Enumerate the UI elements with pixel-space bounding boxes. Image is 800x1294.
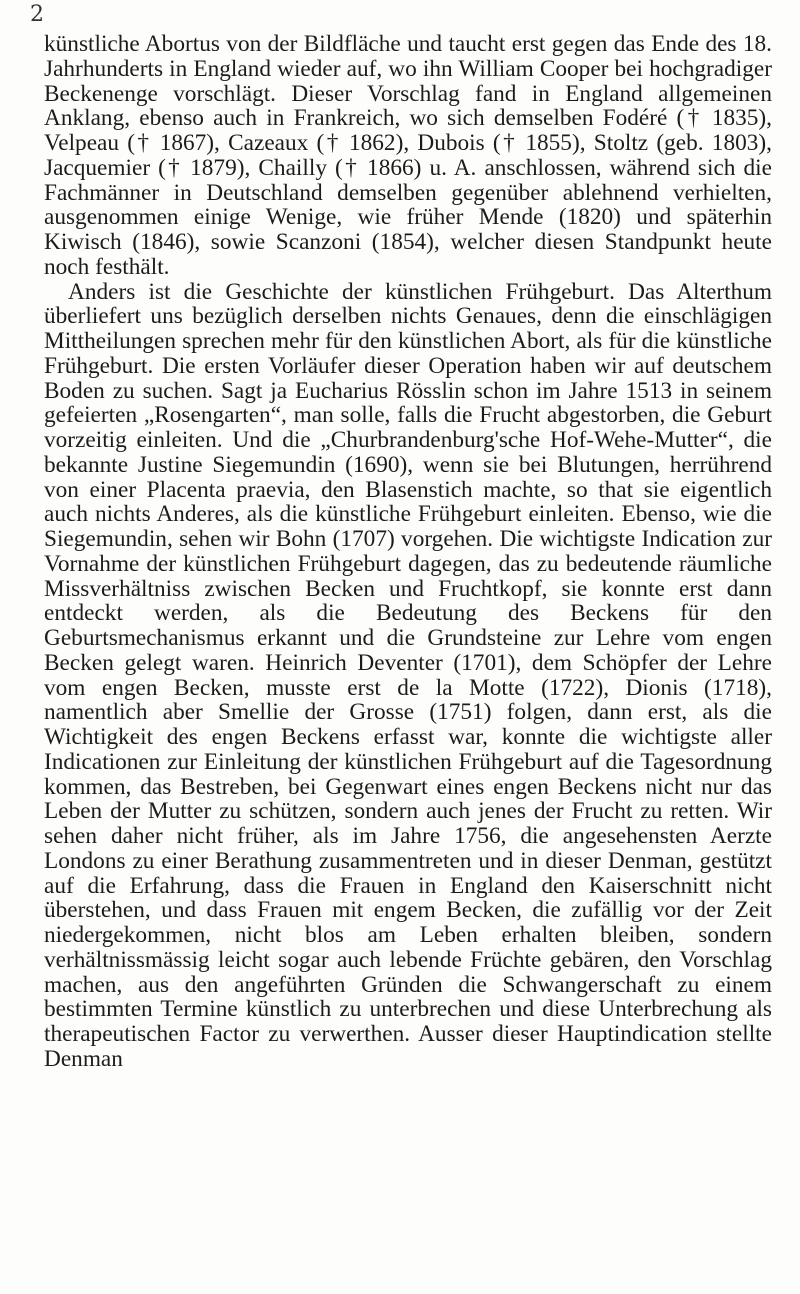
paragraph: Anders ist die Geschichte der künstlichen Frühgeburt. Das Alterthum überliefert uns bezüglich derselben nichts Genaues, denn die einschlägigen Mittheilungen sprechen mehr für den künstlichen Abort, als für die künstliche Frühgeburt. Die ersten Vorläufer dieser Operation haben wir auf deutschem Boden zu suchen. Sagt ja Eucharius Rösslin schon im Jahre 1513 in seinem gefeierten „Rosengarten“, man solle, falls die Frucht abgestorben, die Geburt vorzeitig einleiten. Und die „Churbrandenburg'sche Hof-Wehe-Mutter“, die bekannte Justine Siegemundin (1690), wenn sie bei Blutungen, herrührend von einer Placenta praevia, den Blasenstich machte, so that sie eigentlich auch nichts Anderes, als die künstliche Frühgeburt einleiten. Ebenso, wie die Siegemundin, sehen wir Bohn (1707) vorgehen. Die wichtigste Indication zur Vornahme der künstlichen Frühgeburt dagegen, das zu bedeutende räumliche Missverhältniss zwischen Becken und Fruchtkopf, sie konnte erst dann entdeckt werden, als die Bedeutung des Beckens für den Geburtsmechanismus erkannt und die Grundsteine zur Lehre vom engen Becken gelegt waren. Heinrich Deventer (1701), dem Schöpfer der Lehre vom engen Becken, musste erst de la Motte (1722), Dionis (1718), namentlich aber Smellie der Grosse (1751) folgen, dann erst, als die Wichtigkeit des engen Beckens erfasst war, konnte die wichtigste aller Indicationen zur Einleitung der künstlichen Frühgeburt auf die Tagesordnung kommen, das Bestreben, bei Gegenwart eines engen Beckens nicht nur das Leben der Mutter zu schützen, sondern auch jenes der Frucht zu retten. Wir sehen daher nicht früher, als im Jahre 1756, die angesehensten Aerzte Londons zu einer Berathung zusammentreten und in dieser Denman, gestützt auf die Erfahrung, dass die Frauen in England den Kaiserschnitt nicht überstehen, und dass Frauen mit engem Becken, die zufällig vor der Zeit niedergekommen, nicht blos am Leben erhalten bleiben, sondern verhältnissmässig leicht sogar auch lebende Früchte gebären, den Vorschlag machen, aus den angeführten Gründen die Schwangerschaft zu einem bestimmten Termine künstlich zu unterbrechen und diese Unterbrechung als therapeutischen Factor zu verwerthen. Ausser dieser Hauptindication stellte Denman xyxy=(44,278,772,1072)
page-number: 2 xyxy=(30,2,44,27)
body-text xyxy=(44,32,772,1072)
paragraph: künstliche Abortus von der Bildfläche und taucht erst gegen das Ende des 18. Jahrhunderts in England wieder auf, wo ihn William Cooper bei hochgradiger Beckenenge vorschlägt. Dieser Vorschlag fand in England allgemeinen Anklang, ebenso auch in Frankreich, wo sich demselben Fodéré († 1835), Velpeau († 1867), Cazeaux († 1862), Dubois († 1855), Stoltz (geb. 1803), Jacquemier († 1879), Chailly († 1866) u. A. anschlossen, während sich die Fachmänner in Deutschland demselben gegenüber ablehnend verhielten, ausgenommen einige Wenige, wie früher Mende (1820) und späterhin Kiwisch (1846), sowie Scanzoni (1854), welcher diesen Standpunkt heute noch festhält. xyxy=(44,31,772,280)
